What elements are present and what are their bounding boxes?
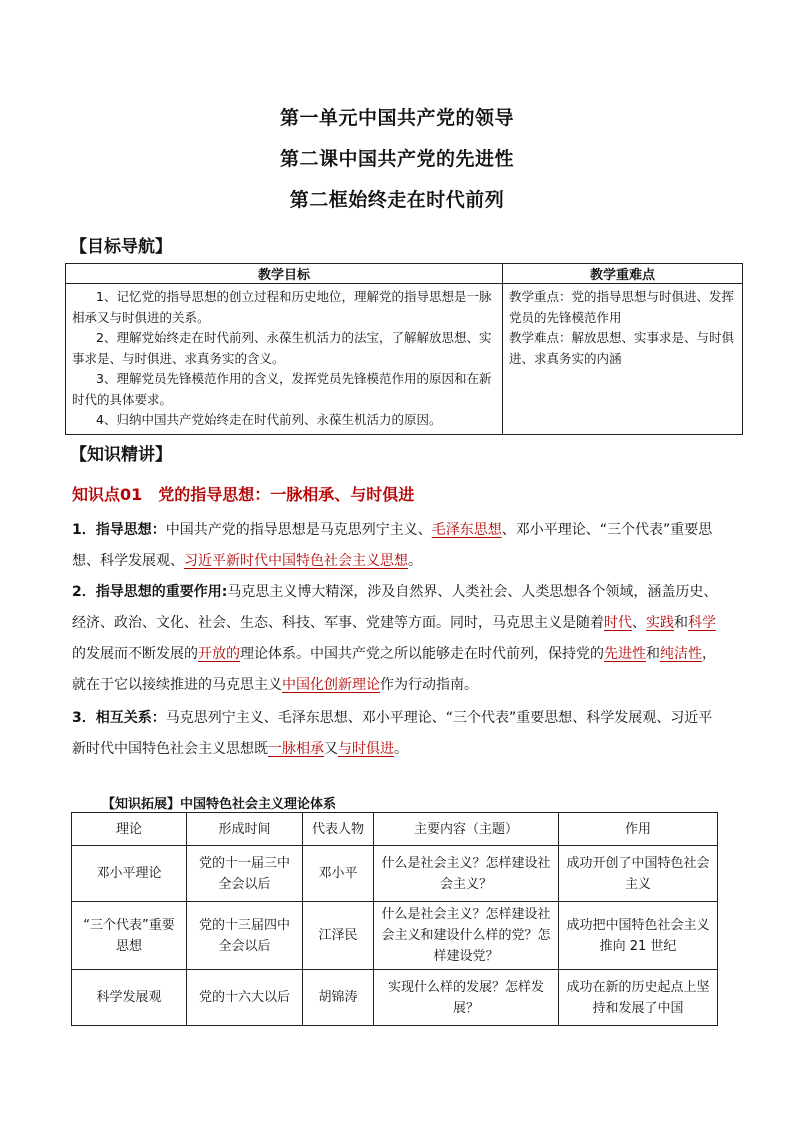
frame-title: 第二框始终走在时代前列 bbox=[289, 189, 505, 211]
title-block bbox=[0, 103, 794, 226]
text-run: 中国共产党的指导思想是马克思列宁主义、 bbox=[165, 522, 432, 538]
theory-header-cell: 作用 bbox=[559, 813, 718, 846]
knowledge-point-title: 知识点01 党的指导思想：一脉相承、与时俱进 bbox=[72, 485, 415, 504]
table-cell: 党的十一届三中全会以后 bbox=[187, 846, 303, 902]
objective-item: 2、理解党始终走在时代前列、永葆生机活力的法宝，了解解放思想、实事求是、与时俱进、求真务实的含义。 bbox=[72, 330, 492, 366]
underlined-term: 中国化创新理论 bbox=[282, 677, 380, 693]
goal-nav-heading: 【目标导航】 bbox=[70, 237, 172, 257]
objective-item: 1、记忆党的指导思想的创立过程和历史地位，理解党的指导思想是一脉相承又与时俱进的关系。 bbox=[72, 289, 492, 325]
theory-header-cell: 主要内容（主题） bbox=[374, 813, 559, 846]
text-run: 。 bbox=[394, 741, 408, 757]
table-cell: 实现什么样的发展？怎样发展？ bbox=[374, 970, 559, 1026]
text-run: 马克思主义博大精深，涉及自然界、人类社会、人类思想各个领域，涵盖历史、经济、政治、文化、社会、生态、科技、军事、党建等方面。同时，马克思主义是随着 bbox=[72, 584, 718, 631]
objectives-cell bbox=[66, 284, 503, 435]
objective-item: 4、归纳中国共产党始终走在时代前列、永葆生机活力的原因。 bbox=[96, 412, 442, 427]
theory-header-cell: 理论 bbox=[72, 813, 187, 846]
paragraph-label: 3．相互关系： bbox=[72, 710, 166, 726]
table-cell: 成功把中国特色社会主义推向 21 世纪 bbox=[559, 902, 718, 970]
underlined-term: 一脉相承 bbox=[268, 741, 324, 757]
extension-heading: 【知识拓展】中国特色社会主义理论体系 bbox=[102, 797, 337, 812]
paragraph-relationship bbox=[72, 703, 724, 765]
table-cell: 胡锦涛 bbox=[303, 970, 374, 1026]
underlined-term: 毛泽东思想 bbox=[431, 522, 502, 538]
table-row bbox=[72, 970, 718, 1026]
paragraph-label: 1．指导思想： bbox=[72, 522, 166, 538]
underlined-term: 时代 bbox=[604, 615, 632, 631]
underlined-term: 科学 bbox=[688, 615, 716, 631]
table-cell: “三个代表”重要思想 bbox=[72, 902, 187, 970]
lesson-title: 第二课中国共产党的先进性 bbox=[279, 148, 514, 170]
text-run: ，就在于它以接续推进的马克思主义 bbox=[72, 646, 716, 693]
underlined-term: 习近平新时代中国特色社会主义思想 bbox=[184, 553, 408, 569]
underlined-term: 与时俱进 bbox=[338, 741, 394, 757]
text-run: 作为行动指南。 bbox=[380, 677, 478, 693]
knowledge-heading: 【知识精讲】 bbox=[70, 445, 172, 465]
table-cell: 邓小平理论 bbox=[72, 846, 187, 902]
table-cell: 党的十三届四中全会以后 bbox=[187, 902, 303, 970]
table-row bbox=[72, 846, 718, 902]
theory-table bbox=[71, 812, 718, 1026]
text-run: 和 bbox=[674, 615, 688, 631]
text-run: 的发展而不断发展的 bbox=[72, 646, 198, 662]
table-cell: 什么是社会主义？怎样建设社会主义？ bbox=[374, 846, 559, 902]
difficult-points: 教学难点：解放思想、实事求是、与时俱进、求真务实的内涵 bbox=[509, 330, 735, 366]
underlined-term: 先进性 bbox=[604, 646, 646, 662]
underlined-term: 纯洁性 bbox=[660, 646, 702, 662]
key-points: 教学重点：党的指导思想与时俱进、发挥党员的先锋模范作用 bbox=[509, 289, 735, 325]
table-cell: 成功在新的历史起点上坚持和发展了中国 bbox=[559, 970, 718, 1026]
unit-title: 第一单元中国共产党的领导 bbox=[279, 107, 514, 129]
text-run: 和 bbox=[646, 646, 660, 662]
goals-table bbox=[65, 263, 743, 435]
text-run: 。 bbox=[408, 553, 422, 569]
paragraph-label: 2．指导思想的重要作用: bbox=[72, 584, 228, 600]
table-cell: 邓小平 bbox=[303, 846, 374, 902]
underlined-term: 实践 bbox=[646, 615, 674, 631]
table-cell: 成功开创了中国特色社会主义 bbox=[559, 846, 718, 902]
keypoints-cell bbox=[503, 284, 743, 435]
theory-header-cell: 形成时间 bbox=[187, 813, 303, 846]
goals-col-keypoints: 教学重难点 bbox=[503, 264, 743, 284]
theory-header-cell: 代表人物 bbox=[303, 813, 374, 846]
paragraph-guiding-thought bbox=[72, 515, 724, 577]
text-run: 、 bbox=[632, 615, 646, 631]
table-cell: 党的十六大以后 bbox=[187, 970, 303, 1026]
table-cell: 科学发展观 bbox=[72, 970, 187, 1026]
table-row bbox=[72, 902, 718, 970]
objective-item: 3、理解党员先锋模范作用的含义，发挥党员先锋模范作用的原因和在新时代的具体要求。 bbox=[72, 371, 492, 407]
table-cell: 什么是社会主义？怎样建设社会主义和建设什么样的党？怎样建设党？ bbox=[374, 902, 559, 970]
paragraph-important-role bbox=[72, 577, 724, 701]
text-run: 又 bbox=[324, 741, 338, 757]
text-run: 、邓小平理论、“三个代表”重要思想、科学发展观、 bbox=[72, 522, 713, 569]
goals-col-objectives: 教学目标 bbox=[66, 264, 503, 284]
text-run: 马克思列宁主义、毛泽东思想、邓小平理论、“三个代表”重要思想、科学发展观、习近平新时代中国特色社会主义思想既 bbox=[72, 710, 713, 757]
table-cell: 江泽民 bbox=[303, 902, 374, 970]
text-run: 理论体系。中国共产党之所以能够走在时代前列，保持党的 bbox=[240, 646, 604, 662]
underlined-term: 开放的 bbox=[198, 646, 240, 662]
